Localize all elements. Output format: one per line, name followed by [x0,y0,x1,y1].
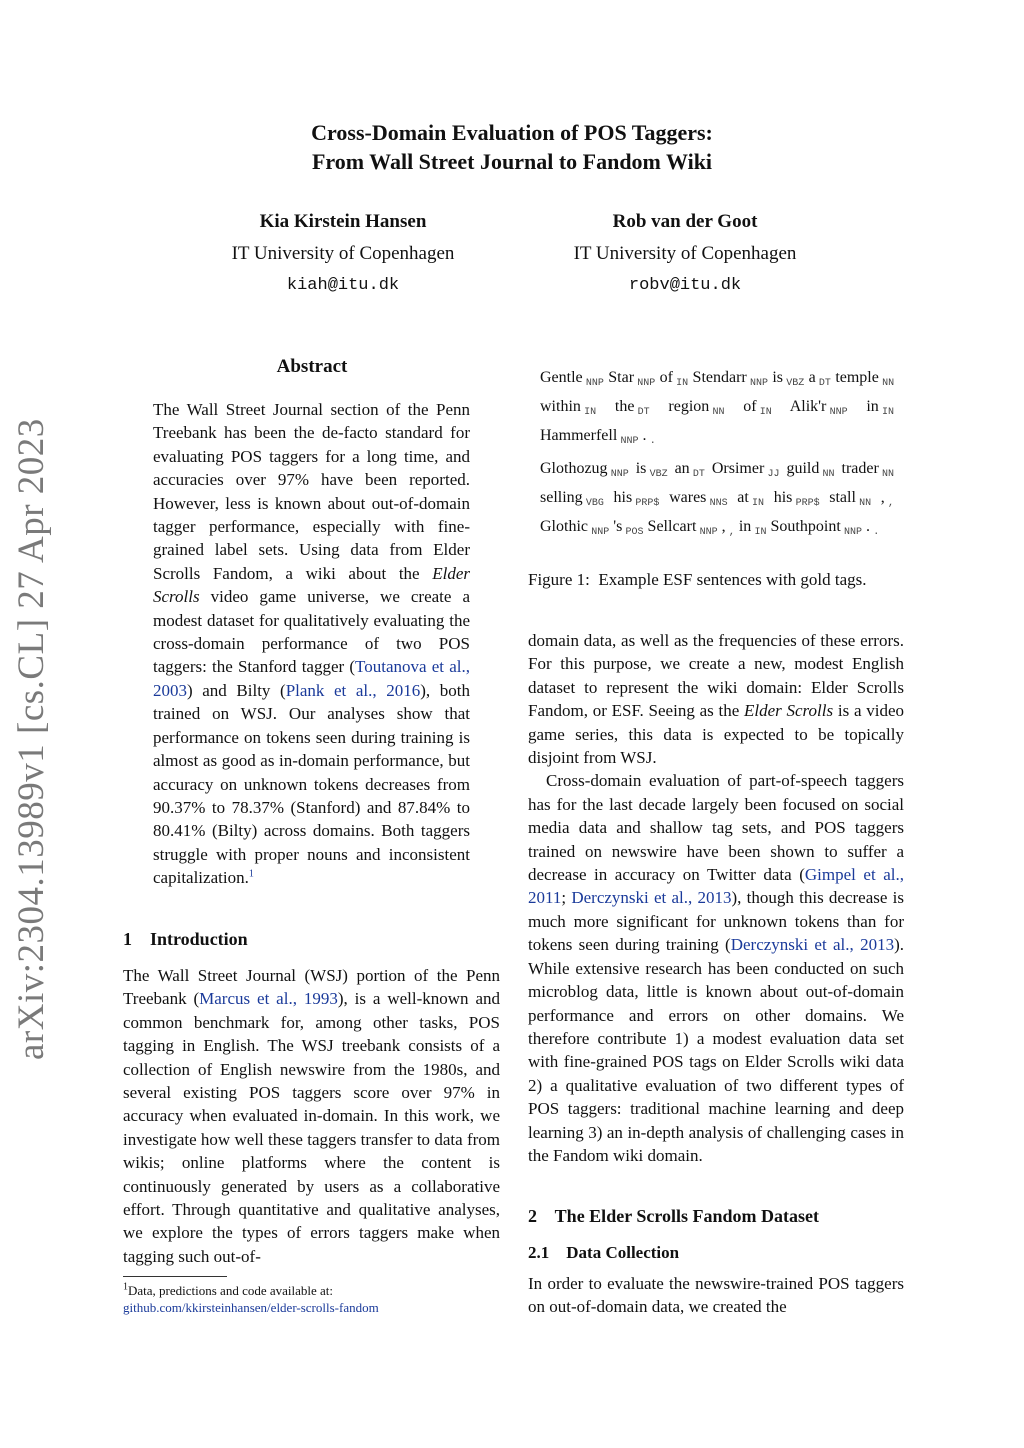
tagged-token [711,460,780,480]
pos-tag: NN [859,498,872,509]
token-word: guild [786,460,820,477]
citation-link[interactable]: Derczynski et al., 2013 [571,888,732,908]
token-word: Glothic [540,518,588,535]
token-word: a [808,369,816,386]
tagged-token [829,489,872,509]
pos-tag: IN [882,407,895,418]
tagged-token [540,369,604,389]
pos-tag: NNP [591,527,610,538]
token-word: is [635,460,647,477]
tagged-token [642,427,656,447]
token-word: . [642,427,647,444]
pos-tag: JJ [767,469,780,480]
paragraph-2 [528,769,904,1167]
token-word: of [743,398,757,415]
citation-link[interactable]: Plank et al., 2016 [285,680,421,700]
abstract-text: The Wall Street Journal section of the Penn Treebank has been the de-facto standard for evaluating POS taggers for a long time, and accuracies over 97% have been reported. However, less is known about out-of-domain tagger performance, especially with fine-grained label sets. Using data from Elder Scrolls Fandom, a wiki about the [153,400,470,583]
pos-tag: VBZ [649,469,668,480]
pos-tag: NN [882,378,895,389]
tagged-token [608,369,656,389]
title-line-2: From Wall Street Journal to Fandom Wiki [311,149,713,174]
section-2-1-body: In order to evaluate the newswire-trained POS taggers on out-of-domain data, we created the [528,1274,904,1317]
body-text: ; [561,888,572,908]
token-word: of [659,369,673,386]
citation-link[interactable]: Toutanova et al., 2003 [153,657,470,700]
section-introduction-heading: 1 Introduction [123,929,248,949]
intro-text: The Wall Street Journal (WSJ) portion of the Penn Treebank ( [123,966,500,1009]
pos-tag: . [649,436,656,447]
tagged-token [865,518,880,538]
abstract-italic: Elder Scrolls [153,563,470,607]
author-email[interactable]: robv@itu.dk [628,276,742,295]
token-word: wares [669,489,707,506]
paper-title [0,118,1024,176]
token-word: in [738,518,752,535]
author-affiliation: IT University of Copenhagen [573,243,797,264]
token-word: Sellcart [647,518,697,535]
token-word: , [721,518,726,535]
token-word: Star [608,369,635,386]
tagged-token [737,489,765,509]
footnote-divider [123,1276,227,1277]
abstract-text: ), both trained on WSJ. Our analyses show that performance on tokens seen during training is almost as good as in-domain performance, but accuracy on unknown tokens decreases from 90.37% to 78.37% (Stanford) and 87.84% to 80.41% (Bilty) across domains. Both taggers struggle with proper nouns and inconsistent capitalization. [153,680,470,888]
abstract-body [153,398,470,890]
tagged-token [540,460,629,480]
tagged-token [540,518,610,538]
intro-text: ), is a well-known and common benchmark for, among other tasks, POS tagging in English. The WSJ treebank consists of a collection of English newswire from the 1980s, and several existing POS taggers score over 97% in accuracy when evaluated in-domain. In this work, we investigate how well these taggers transfer to data from wikis; online platforms where the content is continuously generated by users as a collaborative effort. Through quantitative and qualitative analyses, we explore the types of errors taggers make when tagging such out-of- [123,989,500,1266]
token-word: is [772,369,784,386]
pos-tag: POS [625,527,644,538]
pos-tag: NNP [610,469,629,480]
pos-tag: PRP$ [635,498,660,509]
token-word: trader [841,460,879,477]
pos-tag: VBZ [786,378,805,389]
body-text: domain data, as well as the frequencies of these errors. For this purpose, we create a new, modest English dataset to represent the wiki domain: Elder Scrolls Fandom, or ESF. Seeing as the [528,631,904,721]
token-word: an [674,460,690,477]
citation-link[interactable]: Derczynski et al., 2013 [730,935,895,955]
abstract-heading: Abstract [276,356,348,377]
tagged-token [669,489,728,509]
token-word: temple [835,369,879,386]
title-line-1: Cross-Domain Evaluation of POS Taggers: [311,120,713,145]
tagged-token [614,398,650,418]
author-name: Kia Kirstein Hansen [259,211,427,232]
author-2 [525,210,845,298]
tagged-token [773,489,820,509]
pos-tag: DT [818,378,831,389]
pos-tag: DT [637,407,650,418]
token-word: 's [613,518,623,535]
citation-link[interactable]: Marcus et al., 1993 [199,989,338,1009]
footnote-text: Data, predictions and code available at: [128,1283,334,1298]
tagged-token [835,369,895,389]
token-word: Southpoint [770,518,841,535]
token-word: in [866,398,879,415]
token-word: his [613,489,633,506]
pos-tag: IN [584,407,597,418]
tagged-token [674,460,705,480]
abstract-text: ) and Bilty ( [187,680,286,700]
tagged-token [866,398,895,418]
body-text: ), though this decrease is much more significant for unknown tokens than for tokens seen during training ( [528,888,904,955]
pos-tag: NNP [620,436,639,447]
tagged-token [808,369,831,389]
token-word: at [737,489,749,506]
tagged-token [659,369,689,389]
pos-tag: IN [754,527,767,538]
pos-tag: NNP [843,527,862,538]
figure-caption: Figure 1: Example ESF sentences with gold tags. [528,570,867,589]
author-name: Rob van der Goot [612,211,758,232]
tagged-token [841,460,895,480]
example-sentence-2 [540,457,894,544]
tagged-token [772,369,805,389]
example-sentence-1 [540,366,894,453]
tagged-token [635,460,668,480]
tagged-token [540,427,639,447]
tagged-token [540,489,604,509]
token-word: Orsimer [711,460,765,477]
token-word: Gentle [540,369,583,386]
tagged-token [743,398,772,418]
footnote-number: 1 [123,1281,128,1293]
tagged-token [786,460,835,480]
pos-tag: PRP$ [795,498,820,509]
author-1 [183,210,503,298]
token-word: Hammerfell [540,427,618,444]
pos-tag: NNS [709,498,728,509]
token-word: his [773,489,793,506]
abstract-text: video game universe, we create a modest dataset for qualitatively evaluating the cross-domain performance of two POS taggers: the Stanford tagger ( [153,587,470,677]
section-2-heading: 2 The Elder Scrolls Fandom Dataset [528,1206,820,1226]
pos-tag: NNP [829,407,848,418]
tagged-token [613,489,660,509]
body-italic: Elder Scrolls [744,701,834,721]
tagged-token [692,369,768,389]
pos-tag: VBG [585,498,604,509]
tagged-token [540,398,597,418]
pos-tag: NNP [699,527,718,538]
pos-tag: IN [676,378,689,389]
tagged-token [789,398,848,418]
footnote [123,1282,503,1316]
body-text: is a video game series, this data is expected to be topically disjoint from WSJ. [528,701,904,768]
token-word: selling [540,489,583,506]
pos-tag: , [888,498,895,509]
pos-tag: NN [882,469,895,480]
tagged-token [668,398,725,418]
tagged-token [647,518,718,538]
footnote-marker[interactable]: 1 [248,868,254,880]
token-word: within [540,398,581,415]
tagged-token [880,489,895,509]
token-word: Glothozug [540,460,608,477]
body-text: Cross-domain evaluation of part-of-speech taggers has for the last decade largely been focused on social media data and shallow tag sets, and POS taggers trained on newswire have been shown to suffer a decrease in accuracy on Twitter data ( [528,771,904,885]
citation-link[interactable]: Gimpel et al., 2011 [528,865,905,908]
pos-tag: NN [822,469,835,480]
pos-tag: IN [752,498,765,509]
arxiv-identifier: arXiv:2304.13989v1 [cs.CL] 27 Apr 2023 [11,418,52,1060]
token-word: stall [829,489,856,506]
pos-tag: NNP [749,378,768,389]
subsection-2-1-heading: 2.1 Data Collection [528,1243,680,1262]
tagged-token [738,518,767,538]
pos-tag: NNP [637,378,656,389]
paragraph-1 [528,629,904,769]
pos-tag: NNP [585,378,604,389]
right-column-body [528,629,904,1167]
tagged-token [721,518,735,538]
token-word: the [614,398,635,415]
pos-tag: DT [692,469,705,480]
token-word: Stendarr [692,369,747,386]
pos-tag: , [728,527,735,538]
token-word: . [865,518,870,535]
tagged-token [613,518,644,538]
pos-tag: IN [759,407,772,418]
body-text: ). While extensive research has been conducted on such microblog data, little is known about out-of-domain performance and errors on other domains. We therefore contribute 1) a modest evaluation data set with fine-grained POS tags on Elder Scrolls wiki data 2) a qualitative evaluation of two different types of POS taggers: traditional machine learning and deep learning 3) an in-depth analysis of challenging cases in the Fandom wiki domain. [528,935,904,1165]
footnote-link[interactable]: github.com/kkirsteinhansen/elder-scrolls-fandom [123,1300,379,1315]
pos-tag: NN [712,407,725,418]
author-affiliation: IT University of Copenhagen [231,243,455,264]
token-word: region [668,398,710,415]
tagged-token [770,518,862,538]
introduction-body [123,964,500,1268]
token-word: , [880,489,885,506]
pos-tag: . [873,527,880,538]
token-word: Alik'r [789,398,827,415]
author-email[interactable]: kiah@itu.dk [286,276,400,295]
